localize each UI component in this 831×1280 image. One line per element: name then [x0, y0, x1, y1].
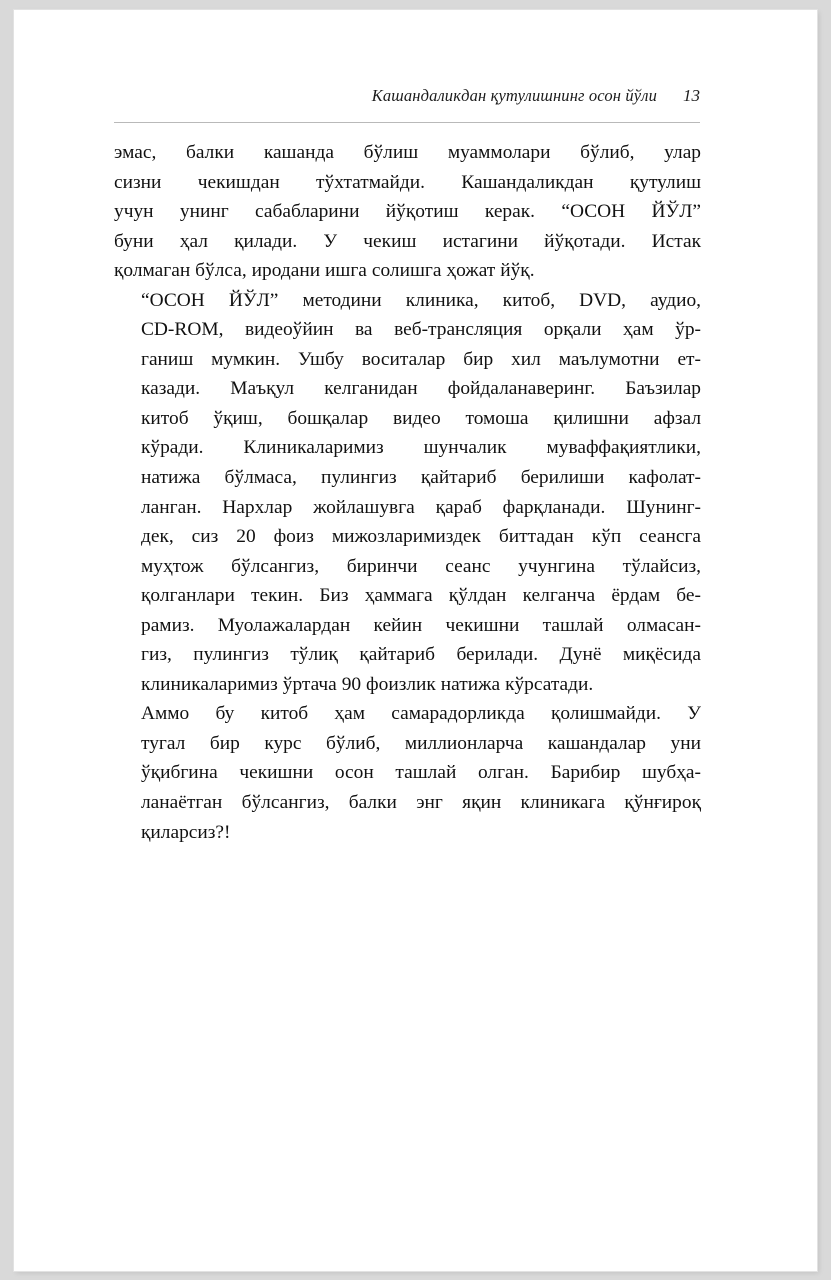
body-line: учун унинг сабабларини йўқотиш керак. “ОСОН ЙЎЛ”: [114, 201, 701, 223]
body-line: тугал бир курс бўлиб, миллионларча кашандалар уни: [141, 732, 701, 754]
running-head: [114, 86, 700, 114]
body-line: қиларсиз?!: [141, 821, 231, 843]
body-line: ганиш мумкин. Ушбу воситалар бир хил маълумотни ет-: [141, 348, 701, 370]
body-line: сизни чекишдан тўхтатмайди. Кашандаликдан қутулиш: [114, 171, 701, 193]
body-line: ланаётган бўлсангиз, балки энг яқин клиникага қўнғироқ: [141, 792, 701, 814]
body-line: қолмаган бўлса, иродани ишга солишга ҳожат йўқ.: [114, 260, 535, 282]
body-line: ўқибгина чекишни осон ташлай олган. Барибир шубҳа-: [141, 762, 701, 784]
body-line: эмас, балки кашанда бўлиш муаммолари бўлиб, улар: [114, 142, 701, 163]
body-line: рамиз. Муолажалардан кейин чекишни ташлай олмасан-: [141, 614, 701, 636]
body-line: Аммо бу китоб ҳам самарадорликда қолишмайди. У: [141, 703, 701, 725]
body-line: дек, сиз 20 фоиз мижозларимиздек биттадан кўп сеансга: [141, 526, 701, 548]
body-paragraph: [114, 699, 701, 847]
body-text-block: [114, 138, 701, 847]
body-line: “ОСОН ЙЎЛ” методини клиника, китоб, DVD, аудио,: [141, 289, 701, 311]
body-line: казади. Маъқул келганидан фойдаланаверинг. Баъзилар: [141, 378, 701, 400]
body-line: ланган. Нархлар жойлашувга қараб фарқланади. Шунинг-: [141, 496, 701, 518]
book-page: [14, 10, 817, 1271]
body-line: китоб ўқиш, бошқалар видео томоша қилишни афзал: [141, 407, 701, 429]
body-line: муҳтож бўлсангиз, биринчи сеанс учунгина тўлайсиз,: [141, 555, 701, 577]
body-line: кўради. Клиникаларимиз шунчалик муваффақиятлики,: [141, 437, 701, 459]
page-number: 13: [683, 86, 700, 105]
body-line: гиз, пулингиз тўлиқ қайтариб берилади. Дунё миқёсида: [141, 644, 701, 666]
body-line: қолганлари текин. Биз ҳаммага қўлдан келганча ёрдам бе-: [141, 585, 701, 607]
body-line: натижа бўлмаса, пулингиз қайтариб берилиши кафолат-: [141, 467, 701, 489]
body-paragraph: [114, 286, 701, 700]
body-line: CD-ROM, видеоўйин ва веб-трансляция орқали ҳам ўр-: [141, 319, 701, 341]
body-paragraph: [114, 138, 701, 286]
body-line: буни ҳал қилади. У чекиш истагини йўқотади. Истак: [114, 230, 701, 252]
running-head-title: Кашандаликдан қутулишнинг осон йўли: [371, 86, 657, 105]
header-rule-divider: [114, 122, 700, 123]
body-line: клиникаларимиз ўртача 90 фоизлик натижа кўрсатади.: [141, 673, 594, 695]
